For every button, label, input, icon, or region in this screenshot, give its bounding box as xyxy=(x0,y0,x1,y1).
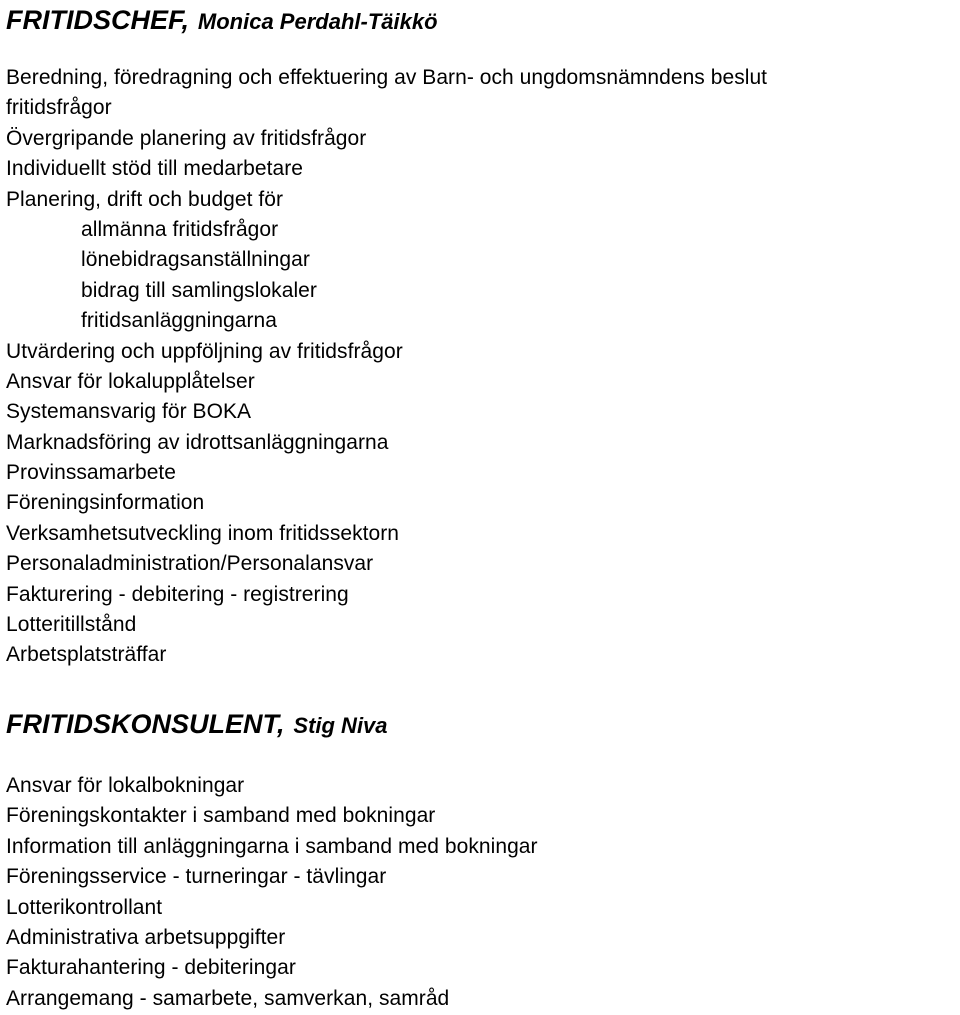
duty-item: Lotterikontrollant xyxy=(6,895,163,919)
duties-list-fritidschef xyxy=(6,63,767,671)
duty-item: Arbetsplatsträffar xyxy=(6,643,167,667)
duty-item: Fakturahantering - debiteringar xyxy=(6,956,296,980)
duty-item: Marknadsföring av idrottsanläggningarna xyxy=(6,430,389,454)
person-name: Stig Niva xyxy=(293,713,388,738)
role-title: FRITIDSKONSULENT, xyxy=(6,709,285,739)
duty-item: Provinssamarbete xyxy=(6,461,177,485)
duty-item: Verksamhetsutveckling inom fritidssektorn xyxy=(6,521,400,545)
person-name: Monica Perdahl-Täikkö xyxy=(197,9,438,34)
duty-item: Ansvar för lokalbokningar xyxy=(6,774,245,797)
role-title: FRITIDSCHEF, xyxy=(6,5,190,35)
duty-item: Individuellt stöd till medarbetare xyxy=(6,157,304,181)
duty-item: fritidsanläggningarna xyxy=(81,309,278,333)
duty-item: Fakturering - debitering - registrering xyxy=(6,582,349,606)
duty-item: Arrangemang - samarbete, samverkan, samråd xyxy=(6,986,450,1010)
duties-list-fritidskonsulent xyxy=(6,771,538,1014)
duty-item: Lotteritillstånd xyxy=(6,613,137,637)
duty-item: Systemansvarig för BOKA xyxy=(6,400,252,424)
duty-item: Föreningsinformation xyxy=(6,491,205,515)
section-heading-fritidschef xyxy=(6,2,438,38)
duty-item: allmänna fritidsfrågor xyxy=(81,217,279,241)
duty-item: Ansvar för lokalupplåtelser xyxy=(6,369,255,393)
duty-item: Planering, drift och budget för xyxy=(6,187,284,211)
duty-item: fritidsfrågor xyxy=(6,96,112,120)
section-heading-fritidskonsulent xyxy=(6,704,388,744)
duty-item: Administrativa arbetsuppgifter xyxy=(6,925,286,949)
duty-item: Personaladministration/Personalansvar xyxy=(6,552,374,576)
duty-item: Utvärdering och uppföljning av fritidsfrågor xyxy=(6,339,403,363)
duty-item: Föreningsservice - turneringar - tävlingar xyxy=(6,865,387,889)
duty-item: Beredning, föredragning och effektuering av Barn- och ungdomsnämndens beslut xyxy=(6,66,768,89)
duty-item: lönebidragsanställningar xyxy=(81,248,310,272)
duty-item: bidrag till samlingslokaler xyxy=(81,278,317,302)
duty-item: Information till anläggningarna i samband med bokningar xyxy=(6,834,538,858)
duty-item: Föreningskontakter i samband med bokningar xyxy=(6,804,436,828)
duty-item: Övergripande planering av fritidsfrågor xyxy=(6,126,367,150)
